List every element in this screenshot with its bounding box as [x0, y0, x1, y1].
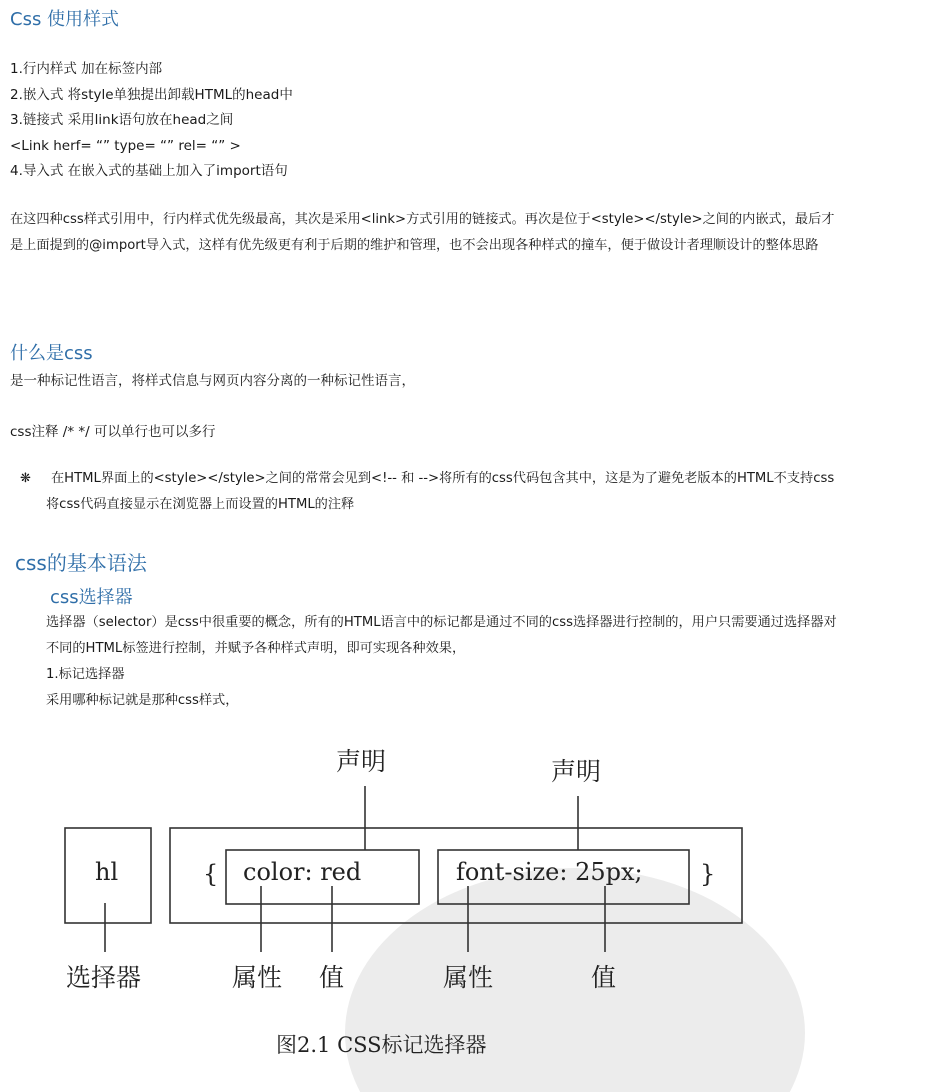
declaration-label: 声明 — [551, 757, 602, 786]
section-title-css-usage: Css 使用样式 — [10, 9, 120, 30]
paragraph-line: 是上面提到的@import导入式，这样有优先级更有利于后期的维护和管理，也不会出现各种样式的撞车，便于做设计者理顺设计的整体思路 — [10, 238, 819, 253]
description-line: 选择器（selector）是css中很重要的概念，所有的HTML语言中的标记都是通过不同的css选择器进行控制的，用户只需要通过选择器对 — [46, 615, 837, 630]
property-label: 属性 — [232, 963, 283, 992]
figure-caption: 图2.1 CSS标记选择器 — [276, 1033, 487, 1057]
description-line: 采用哪种标记就是那种css样式， — [46, 693, 239, 708]
value-label: 值 — [319, 963, 345, 992]
css-selector-figure — [0, 718, 934, 1092]
list-item: 1.行内样式 加在标签内部 — [10, 61, 163, 77]
priority-paragraph — [10, 207, 835, 259]
paragraph-line: 在这四种css样式引用中，行内样式优先级最高，其次是采用<link>方式引用的链接式。再次是位于<style></style>之间的内嵌式，最后才 — [10, 212, 835, 227]
css-comment-text: css注释 /* */ 可以单行也可以多行 — [10, 424, 216, 440]
list-item: 3.链接式 采用link语句放在head之间 — [10, 112, 234, 128]
list-item: 2.嵌入式 将style单独提出卸载HTML的head中 — [10, 86, 293, 103]
note-line: 在HTML界面上的<style></style>之间的常常会见到<!-- 和 -->将所有的css代码包含其中，这是为了避免老版本的HTML不支持css — [51, 471, 835, 486]
subsection-title-selector: css选择器 — [50, 587, 133, 608]
css-definition: 是一种标记性语言，将样式信息与网页内容分离的一种标记性语言， — [10, 373, 415, 389]
close-brace: } — [700, 860, 716, 888]
usage-list — [10, 57, 293, 185]
section-title-basic-syntax: css的基本语法 — [15, 551, 147, 575]
comment-note — [46, 466, 834, 518]
note-line: 将css代码直接显示在浏览器上而设置的HTML的注释 — [46, 497, 355, 512]
value-label: 值 — [591, 963, 617, 992]
property-label: 属性 — [443, 963, 494, 992]
list-item: 4.导入式 在嵌入式的基础上加入了import语句 — [10, 163, 288, 179]
selector-code: hl — [95, 858, 119, 886]
description-line: 1.标记选择器 — [46, 667, 125, 682]
declaration-code: font-size: 25px; — [456, 858, 643, 886]
selector-label: 选择器 — [66, 963, 142, 992]
open-brace: { — [203, 860, 219, 888]
declaration-label: 声明 — [336, 747, 387, 776]
selector-description — [46, 610, 837, 714]
list-item: <Link herf= “” type= “” rel= “” > — [10, 137, 241, 154]
description-line: 不同的HTML标签进行控制，并赋予各种样式声明，即可实现各种效果， — [46, 641, 466, 656]
bullet-icon: ❋ — [20, 471, 31, 486]
declaration-code: color: red — [243, 858, 362, 886]
section-title-what-is-css: 什么是css — [10, 343, 93, 364]
